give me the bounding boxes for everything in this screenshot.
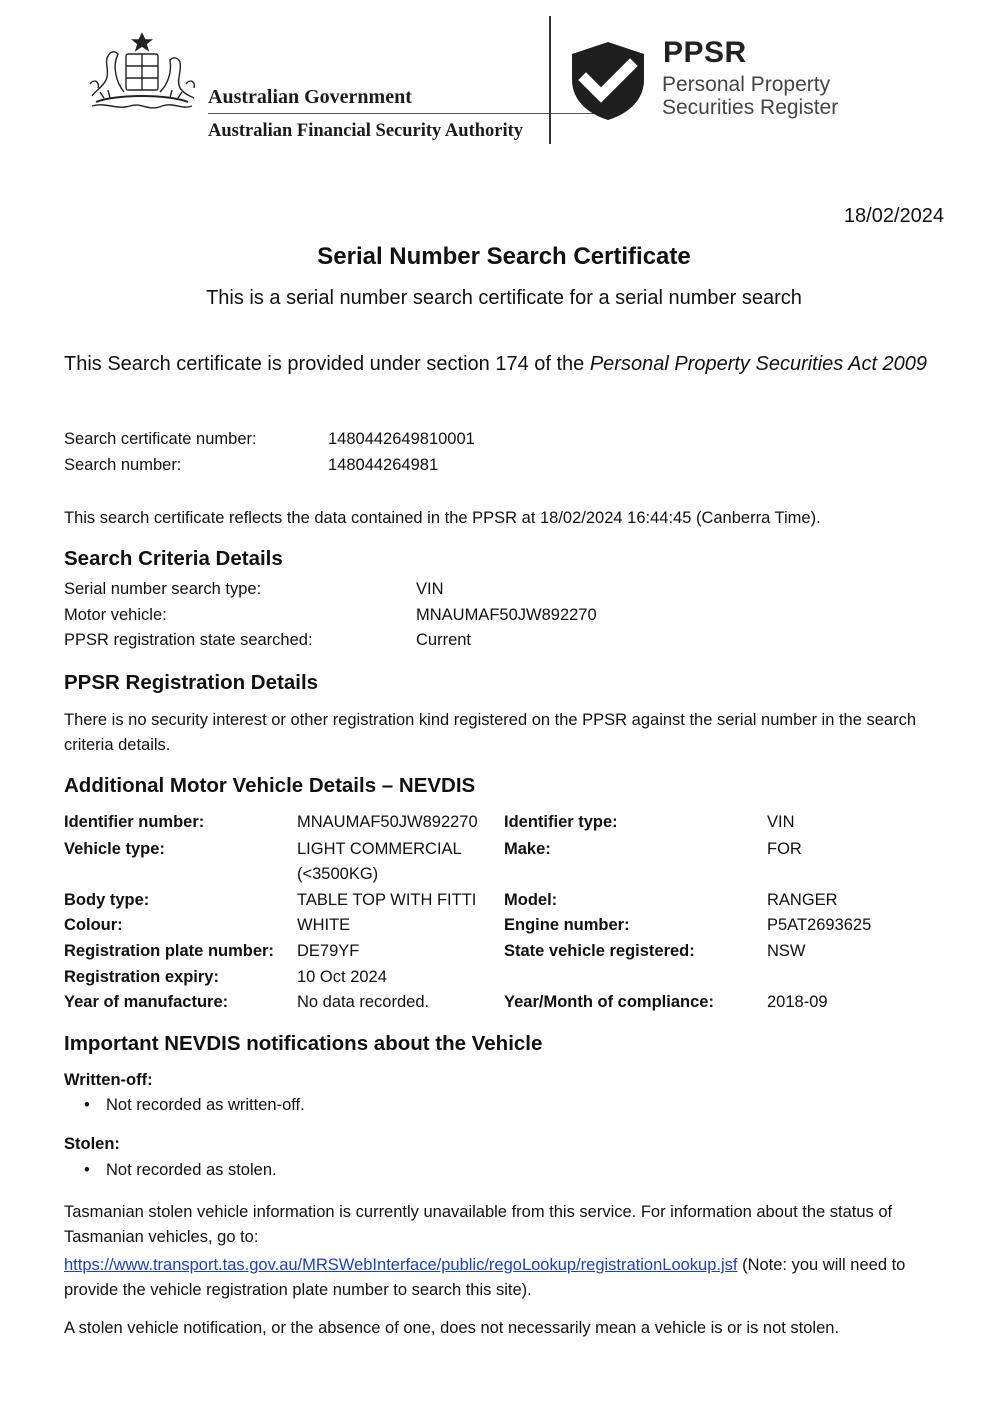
identifier-number-label: Identifier number: — [64, 813, 205, 831]
registration-expiry-value: 10 Oct 2024 — [297, 968, 387, 986]
certificate-number-label: Search certificate number: — [64, 430, 257, 448]
compliance-value: 2018-09 — [767, 993, 828, 1011]
ppsr-title: PPSR — [663, 36, 747, 69]
provided-statement — [64, 351, 954, 377]
compliance-label: Year/Month of compliance: — [504, 993, 714, 1011]
coat-of-arms-icon — [86, 32, 198, 118]
engine-number-label: Engine number: — [504, 916, 630, 934]
colour-label: Colour: — [64, 916, 123, 934]
page-title: Serial Number Search Certificate — [317, 243, 691, 270]
act-name: Personal Property Securities Act 2009 — [589, 353, 928, 375]
make-value: FOR — [767, 840, 802, 858]
ppsr-subtitle-line1: Personal Property — [662, 73, 831, 96]
tasmanian-link-paragraph — [64, 1253, 944, 1303]
tasmanian-lookup-link[interactable]: https://www.transport.tas.gov.au/MRSWebInterface/public/regoLookup/registrationLookup.jsf — [64, 1256, 738, 1274]
criteria-value: Current — [416, 631, 472, 649]
tasmanian-info-text: Tasmanian stolen vehicle information is currently unavailable from this service. For information about the status of Tasmanian vehicles, go to: — [64, 1203, 893, 1246]
stolen-disclaimer: A stolen vehicle notification, or the absence of one, does not necessarily mean a vehicle is or is not stolen. — [64, 1319, 840, 1337]
make-label: Make: — [504, 840, 551, 858]
criteria-label: Serial number search type: — [64, 580, 262, 598]
engine-number-value: P5AT2693625 — [767, 916, 872, 934]
search-number-value: 148044264981 — [328, 456, 439, 474]
stolen-item — [84, 1161, 277, 1180]
search-number-label: Search number: — [64, 456, 182, 474]
government-logo — [86, 32, 536, 141]
provided-prefix: This Search certificate is provided under section 174 of the — [64, 353, 590, 375]
page-subtitle: This is a serial number search certificate for a serial number search — [206, 287, 802, 309]
state-registered-label: State vehicle registered: — [504, 942, 695, 960]
plate-number-label: Registration plate number: — [64, 942, 274, 960]
bullet-icon: • — [84, 1096, 90, 1114]
certificate-date: 18/02/2024 — [843, 205, 944, 227]
registration-details-heading: PPSR Registration Details — [64, 671, 319, 694]
identifier-type-label: Identifier type: — [504, 813, 618, 831]
model-label: Model: — [504, 891, 558, 909]
written-off-item — [84, 1096, 305, 1115]
vehicle-type-value-line1: LIGHT COMMERCIAL — [297, 840, 462, 858]
identifier-type-value: VIN — [767, 813, 795, 831]
criteria-value: VIN — [416, 580, 444, 598]
certificate-number-value: 1480442649810001 — [328, 430, 475, 448]
vehicle-type-value-line2: (<3500KG) — [297, 865, 379, 883]
criteria-label: Motor vehicle: — [64, 606, 167, 624]
shield-check-icon — [568, 40, 648, 122]
ppsr-subtitle-line2: Securities Register — [662, 96, 839, 119]
agency-name: Australian Financial Security Authority — [208, 121, 524, 141]
tasmanian-link-note: (Note: you will need to provide the vehicle registration plate number to search this site). — [64, 1256, 906, 1299]
stolen-text: Not recorded as stolen. — [106, 1161, 277, 1179]
header-divider — [549, 16, 551, 144]
government-name: Australian Government — [208, 86, 616, 114]
registration-details-text: There is no security interest or other registration kind registered on the PPSR against the serial number in the search criteria details. — [64, 711, 917, 754]
model-value: RANGER — [767, 891, 838, 909]
body-type-value: TABLE TOP WITH FITTI — [297, 891, 477, 909]
notifications-heading: Important NEVDIS notifications about the Vehicle — [64, 1032, 543, 1055]
year-of-manufacture-label: Year of manufacture: — [64, 993, 229, 1011]
registration-expiry-label: Registration expiry: — [64, 968, 219, 986]
stolen-label: Stolen: — [64, 1135, 120, 1153]
body-type-label: Body type: — [64, 891, 150, 909]
vehicle-details-heading: Additional Motor Vehicle Details – NEVDIS — [64, 774, 476, 797]
identifier-number-value: MNAUMAF50JW892270 — [297, 813, 478, 831]
bullet-icon: • — [84, 1161, 90, 1179]
state-registered-value: NSW — [767, 942, 806, 960]
plate-number-value: DE79YF — [297, 942, 360, 960]
search-criteria-heading: Search Criteria Details — [64, 547, 283, 570]
criteria-label: PPSR registration state searched: — [64, 631, 313, 649]
written-off-text: Not recorded as written-off. — [106, 1096, 305, 1114]
data-timestamp-statement: This search certificate reflects the data contained in the PPSR at 18/02/2024 16:44:45 (Canberra Time). — [64, 509, 821, 527]
written-off-label: Written-off: — [64, 1071, 153, 1089]
colour-value: WHITE — [297, 916, 351, 934]
vehicle-type-label: Vehicle type: — [64, 840, 165, 858]
year-of-manufacture-value: No data recorded. — [297, 993, 430, 1011]
criteria-value: MNAUMAF50JW892270 — [416, 606, 597, 624]
ppsr-subtitle — [662, 73, 902, 119]
